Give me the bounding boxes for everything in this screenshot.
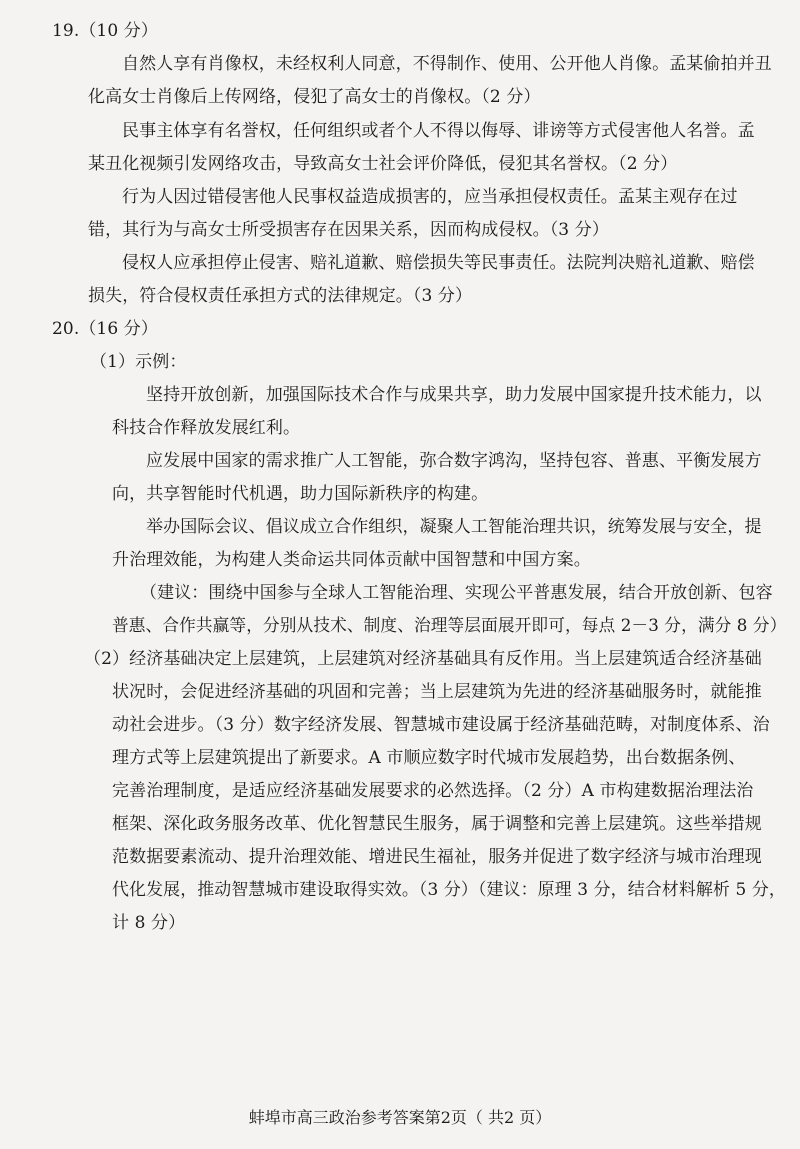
page-footer: 蚌埠市高三政治参考答案第2页（ 共2 页） bbox=[248, 1108, 552, 1127]
q19-p1-line1: 自然人享有肖像权，未经权利人同意，不得制作、使用、公开他人肖像。孟某偷拍并丑 bbox=[122, 54, 772, 74]
q19-p1-line2: 化高女士肖像后上传网络，侵犯了高女士的肖像权。（2 分） bbox=[88, 87, 541, 107]
q20-part1-p3-line2: 升治理效能，为构建人类命运共同体贡献中国智慧和中国方案。 bbox=[112, 550, 591, 570]
q19-p2-line1: 民事主体享有名誉权，任何组织或者个人不得以侮辱、诽谤等方式侵害他人名誉。孟 bbox=[122, 121, 755, 141]
q20-part2-line4: 理方式等上层建筑提出了新要求。A 市顺应数字时代城市发展趋势，出台数据条例、 bbox=[112, 748, 746, 768]
q20-part2-line8: 代化发展，推动智慧城市建设取得实效。（3 分）（建议：原理 3 分，结合材料解析 5 分， bbox=[112, 880, 786, 900]
q19-p4-line2: 损失，符合侵权责任承担方式的法律规定。（3 分） bbox=[88, 286, 473, 306]
q19-header: 19.（10 分） bbox=[52, 21, 158, 41]
q20-part2-line7: 范数据要素流动、提升治理效能、增进民生福祉，服务并促进了数字经济与城市治理现 bbox=[112, 847, 762, 867]
q19-p3-line1: 行为人因过错侵害他人民事权益造成损害的，应当承担侵权责任。孟某主观存在过 bbox=[122, 187, 738, 207]
q20-part1-note-line2: 普惠、合作共赢等，分别从技术、制度、治理等层面展开即可，每点 2－3 分，满分 8 分） bbox=[112, 616, 787, 636]
q20-part1-p2-line2: 向，共享智能时代机遇，助力国际新秩序的构建。 bbox=[112, 484, 489, 504]
q20-part2-line9: 计 8 分） bbox=[112, 913, 186, 933]
q19-p3-line2: 错，其行为与高女士所受损害存在因果关系，因而构成侵权。（3 分） bbox=[88, 220, 609, 240]
q20-part2-line6: 框架、深化政务服务改革、优化智慧民生服务，属于调整和完善上层建筑。这些举措规 bbox=[112, 814, 762, 834]
q20-part1-label: （1）示例： bbox=[90, 352, 187, 372]
q20-part2-line3: 动社会进步。（3 分）数字经济发展、智慧城市建设属于经济基础范畴，对制度体系、治 bbox=[112, 715, 770, 735]
q20-header: 20.（16 分） bbox=[52, 319, 158, 339]
q20-part1-p2-line1: 应发展中国家的需求推广人工智能，弥合数字鸿沟，坚持包容、普惠、平衡发展方 bbox=[146, 451, 762, 471]
q20-part1-note-line1: （建议：围绕中国参与全球人工智能治理、实现公平普惠发展，结合开放创新、包容 bbox=[140, 583, 773, 603]
q19-p4-line1: 侵权人应承担停止侵害、赔礼道歉、赔偿损失等民事责任。法院判决赔礼道歉、赔偿 bbox=[122, 253, 755, 273]
q20-part1-p3-line1: 举办国际会议、倡议成立合作组织，凝聚人工智能治理共识，统筹发展与安全，提 bbox=[146, 517, 762, 537]
q20-part2-line1: （2）经济基础决定上层建筑，上层建筑对经济基础具有反作用。当上层建筑适合经济基础 bbox=[84, 649, 762, 669]
q20-part2-line2: 状况时，会促进经济基础的巩固和完善；当上层建筑为先进的经济基础服务时，就能推 bbox=[112, 682, 762, 702]
q20-part1-p1-line1: 坚持开放创新，加强国际技术合作与成果共享，助力发展中国家提升技术能力，以 bbox=[146, 385, 762, 405]
q20-part2-line5: 完善治理制度，是适应经济基础发展要求的必然选择。（2 分）A 市构建数据治理法治 bbox=[112, 781, 754, 801]
q19-p2-line2: 某丑化视频引发网络攻击，导致高女士社会评价降低，侵犯其名誉权。（2 分） bbox=[88, 154, 678, 174]
q20-part1-p1-line2: 科技合作释放发展红利。 bbox=[112, 418, 301, 438]
